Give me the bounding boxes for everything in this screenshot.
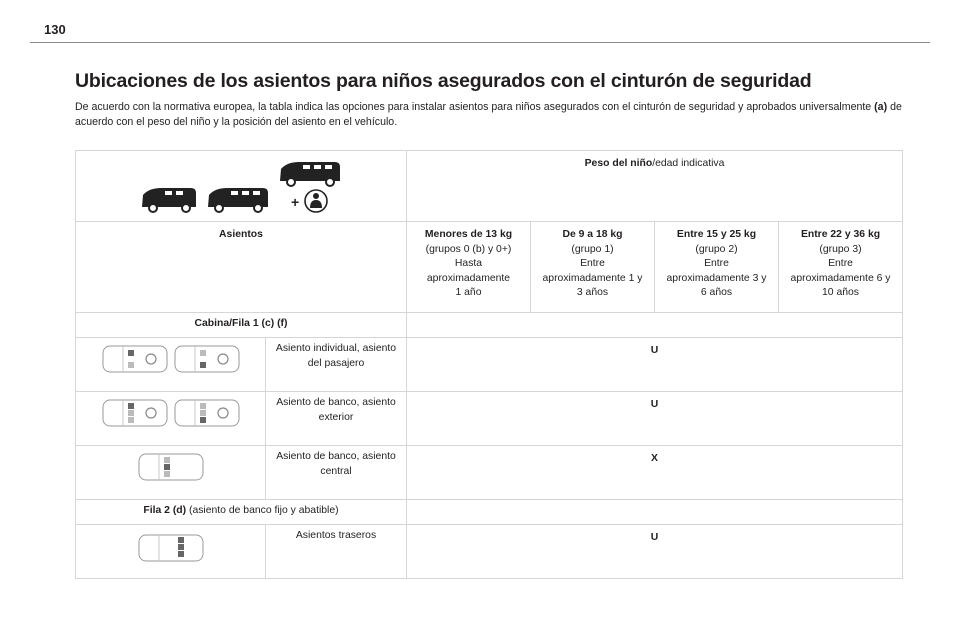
section-fila-2 [76,500,903,525]
row-value: U [407,392,903,446]
header-rule [30,42,930,43]
child-seat-table [75,150,903,579]
row-value: U [407,525,903,579]
weight-column-2: De 9 a 18 kg (grupo 1) Entre aproximadamente 1 y 3 años [531,222,655,313]
child-seat-icon [290,188,330,214]
van-medium-icon [205,184,271,214]
intro-text: De acuerdo con la normativa europea, la tabla indica las opciones para instalar asientos para niños asegurados con el cinturón de seguridad y aprobados universalmente [75,101,872,113]
intro-text-2: de acuerdo con el peso del niño y la posición del asiento en el vehículo. [75,101,902,128]
table-row [76,446,903,500]
table-row [76,392,903,446]
car-topview-passenger-seat-icon [101,344,169,374]
section-fila-2-label: Fila 2 (d) (asiento de banco fijo y abatible) [76,500,407,525]
vehicle-icons-cell [76,151,407,222]
row-label: Asientos traseros [266,525,407,579]
car-topview-bench-center-seat-icon [137,452,205,482]
van-short-icon [139,184,199,214]
car-topview-rear-seats-icon [137,531,205,565]
row-value: X [407,446,903,500]
row-label: Asiento de banco, asiento central [266,446,407,500]
weight-groups-row [76,222,903,313]
intro-ref: (a) [874,101,888,113]
section-cabina-label: Cabina/Fila 1 (c) (f) [76,313,407,338]
peso-header-rest: /edad indicativa [652,158,725,169]
peso-header-bold: Peso del niño [584,158,653,169]
table-row [76,525,903,579]
weight-column-1: Menores de 13 kg (grupos 0 (b) y 0+) Hasta aproximadamente 1 año [407,222,531,313]
car-topview-bench-outer-seat-icon [101,398,169,428]
peso-header-cell [407,151,903,222]
van-long-icon [277,158,343,188]
row-label: Asiento de banco, asiento exterior [266,392,407,446]
section-cabina [76,313,903,338]
table-row [76,338,903,392]
table-header-row [76,151,903,222]
asientos-header: Asientos [76,222,407,313]
car-topview-passenger-seat-icon [173,344,241,374]
car-topview-bench-outer-seat-icon [173,398,241,428]
page-title: Ubicaciones de los asientos para niños asegurados con el cinturón de seguridad [75,70,812,92]
vehicle-icons [80,158,402,214]
row-value: U [407,338,903,392]
weight-column-4: Entre 22 y 36 kg (grupo 3) Entre aproximadamente 6 y 10 años [779,222,903,313]
row-label: Asiento individual, asiento del pasajero [266,338,407,392]
page-number: 130 [44,22,66,37]
weight-column-3: Entre 15 y 25 kg (grupo 2) Entre aproximadamente 3 y 6 años [655,222,779,313]
intro-paragraph [75,100,905,130]
svg-text:+: + [291,194,300,210]
